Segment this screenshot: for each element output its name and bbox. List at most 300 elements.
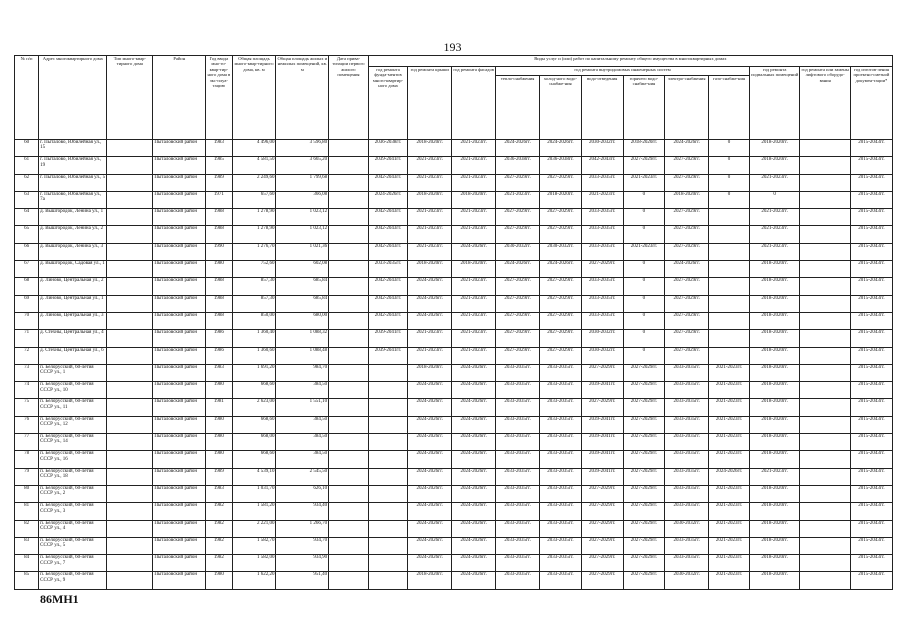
table-row	[15, 347, 893, 364]
privatization-cell	[329, 174, 369, 191]
cold-water-year-cell: 2033-2035гг.	[540, 468, 582, 485]
address-cell: г. Пыталово, Юбилейная ул., 7а	[39, 191, 107, 208]
sewer-year-cell: 2027-2029гг.	[581, 261, 623, 278]
total-area-cell: 1 582,00	[232, 555, 276, 572]
gas-year-cell: 2021-2023гг.	[709, 572, 750, 589]
header-hot-water: горячего водо-снабже-ния	[623, 76, 665, 140]
heating-year-cell: 2027-2029гг.	[496, 226, 540, 243]
cold-water-year-cell: 2033-2035гг.	[540, 537, 582, 554]
total-area-cell: 4 581,50	[232, 157, 276, 174]
type-cell	[107, 347, 153, 364]
privatization-cell	[329, 226, 369, 243]
electricity-year-cell: 2027-2029гг.	[665, 347, 709, 364]
cold-water-year-cell: 2027-2029гг.	[540, 174, 582, 191]
roof-year-cell: 2021-2023гг.	[408, 174, 452, 191]
gas-year-cell	[709, 278, 750, 295]
foundation-year-cell: 2042-2043гг.	[368, 243, 408, 260]
header-address: Адрес многоквартирного дома	[39, 56, 107, 140]
sewer-year-cell: 2027-2029гг.	[581, 555, 623, 572]
elevator-year-cell	[800, 157, 851, 174]
hot-water-year-cell: 2027-2029гг.	[623, 399, 665, 416]
living-area-cell: 1 799,68	[276, 174, 329, 191]
design-docs-year-cell: 2015-2043гг.	[850, 485, 892, 502]
privatization-cell	[329, 434, 369, 451]
table-row	[15, 537, 893, 554]
living-area-cell: 951,40	[276, 572, 329, 589]
elevator-year-cell	[800, 243, 851, 260]
header-year-built: Год ввода мно-го-квар-тир-ного дома в экс-плуа-тацию	[206, 56, 232, 140]
roof-year-cell: 2018-2020гг.	[408, 364, 452, 381]
gas-year-cell: 2021-2023гг.	[709, 364, 750, 381]
address-cell: п. Белорусский, 60-летия СССР ул., 10	[39, 382, 107, 399]
cold-water-year-cell: 2033-2035гг.	[540, 485, 582, 502]
facade-year-cell: 2018-2020гг.	[452, 261, 496, 278]
elevator-year-cell	[800, 174, 851, 191]
sewer-year-cell: 2027-2029гг.	[581, 485, 623, 502]
facade-year-cell: 2024-2026гг.	[452, 572, 496, 589]
privatization-cell	[329, 572, 369, 589]
address-cell: п. Белорусский, 60-летия СССР ул., 12	[39, 416, 107, 433]
hot-water-year-cell: 2027-2029гг.	[623, 157, 665, 174]
living-area-cell: 680,00	[276, 312, 329, 329]
cold-water-year-cell: 2027-2029гг.	[540, 295, 582, 312]
basement-year-cell: 2021-2023гг.	[749, 468, 800, 485]
total-area-cell: 668,00	[232, 434, 276, 451]
living-area-cell: 1 023,12	[276, 226, 329, 243]
cold-water-year-cell: 2033-2035гг.	[540, 399, 582, 416]
address-cell: п. Белорусский, 60-летия СССР ул., 2	[39, 485, 107, 502]
year-built-cell: 1986	[206, 330, 232, 347]
address-cell: п. Белорусский, 60-летия СССР ул., 16	[39, 451, 107, 468]
header-gas: газо-снабже-ния	[709, 76, 750, 140]
district-cell: Пыталовский район	[153, 399, 206, 416]
heating-year-cell: 2033-2035гг.	[496, 503, 540, 520]
privatization-cell	[329, 468, 369, 485]
sewer-year-cell: 2027-2029гг.	[581, 520, 623, 537]
address-cell: д. Стехны, Центральная ул., 4	[39, 330, 107, 347]
privatization-cell	[329, 382, 369, 399]
foundation-year-cell	[368, 399, 408, 416]
total-area-cell: 850,00	[232, 312, 276, 329]
header-num: № п/п	[15, 56, 39, 140]
design-docs-year-cell: 2015-2043гг.	[850, 555, 892, 572]
facade-year-cell: 2024-2026гг.	[452, 399, 496, 416]
living-area-cell: 1 023,12	[276, 209, 329, 226]
type-cell	[107, 434, 153, 451]
sewer-year-cell: 2033-2035гг.	[581, 295, 623, 312]
roof-year-cell: 2021-2023гг.	[408, 330, 452, 347]
gas-year-cell	[709, 330, 750, 347]
type-cell	[107, 503, 153, 520]
district-cell: Пыталовский район	[153, 312, 206, 329]
heating-year-cell: 2033-2035гг.	[496, 537, 540, 554]
basement-year-cell: 2018-2020гг.	[749, 520, 800, 537]
roof-year-cell: 2021-2023гг.	[408, 347, 452, 364]
privatization-cell	[329, 295, 369, 312]
elevator-year-cell	[800, 485, 851, 502]
elevator-year-cell	[800, 140, 851, 157]
facade-year-cell: 2021-2023гг.	[452, 330, 496, 347]
row-number: 74	[15, 382, 39, 399]
address-cell: п. Белорусский, 60-летия СССР ул., 4	[39, 520, 107, 537]
facade-year-cell: 2024-2026гг.	[452, 434, 496, 451]
year-built-cell: 1980	[206, 261, 232, 278]
hot-water-year-cell: 2027-2029гг.	[623, 555, 665, 572]
row-number: 76	[15, 416, 39, 433]
hot-water-year-cell: 2027-2029гг.	[623, 451, 665, 468]
foundation-year-cell: 2042-2043гг.	[368, 174, 408, 191]
roof-year-cell: 2021-2023гг.	[408, 226, 452, 243]
roof-year-cell: 2024-2026гг.	[408, 382, 452, 399]
total-area-cell: 4 496,00	[232, 140, 276, 157]
heating-year-cell: 2033-2035гг.	[496, 572, 540, 589]
heating-year-cell: 2027-2029гг.	[496, 347, 540, 364]
heating-year-cell: 2027-2029гг.	[496, 278, 540, 295]
page-number: 193	[443, 40, 462, 54]
hot-water-year-cell: 0	[623, 295, 665, 312]
heating-year-cell: 2033-2035гг.	[496, 399, 540, 416]
foundation-year-cell	[368, 555, 408, 572]
electricity-year-cell: 2027-2029гг.	[665, 295, 709, 312]
basement-year-cell: 2018-2020гг.	[749, 503, 800, 520]
type-cell	[107, 191, 153, 208]
electricity-year-cell: 2030-2032гг.	[665, 572, 709, 589]
design-docs-year-cell: 2015-2043гг.	[850, 520, 892, 537]
type-cell	[107, 485, 153, 502]
foundation-year-cell	[368, 537, 408, 554]
design-docs-year-cell: 2015-2043гг.	[850, 261, 892, 278]
header-roof: год ремонта крыши	[408, 67, 452, 140]
type-cell	[107, 209, 153, 226]
total-area-cell: 2 623,00	[232, 399, 276, 416]
design-docs-year-cell: 2015-2043гг.	[850, 537, 892, 554]
table-row	[15, 520, 893, 537]
elevator-year-cell	[800, 468, 851, 485]
address-cell: п. Белорусский, 60-летия СССР ул., 5	[39, 537, 107, 554]
basement-year-cell: 0	[749, 191, 800, 208]
electricity-year-cell: 2027-2029гг.	[665, 278, 709, 295]
sewer-year-cell: 2033-2035гг.	[581, 243, 623, 260]
foundation-year-cell: 2042-2043гг.	[368, 295, 408, 312]
year-built-cell: 1982	[206, 537, 232, 554]
basement-year-cell: 2018-2020гг.	[749, 364, 800, 381]
roof-year-cell: 2018-2020гг.	[408, 261, 452, 278]
total-area-cell: 857,30	[232, 295, 276, 312]
design-docs-year-cell: 2015-2043гг.	[850, 140, 892, 157]
roof-year-cell: 2018-2020гг.	[408, 140, 452, 157]
roof-year-cell: 2021-2023гг.	[408, 157, 452, 174]
roof-year-cell: 2024-2026гг.	[408, 451, 452, 468]
gas-year-cell: 2021-2023гг.	[709, 451, 750, 468]
address-cell: д. Стехны, Центральная ул., 6	[39, 347, 107, 364]
foundation-year-cell: 2033-2035гг.	[368, 261, 408, 278]
roof-year-cell: 2021-2023гг.	[408, 209, 452, 226]
basement-year-cell: 2018-2020гг.	[749, 347, 800, 364]
living-area-cell: 384,50	[276, 416, 329, 433]
privatization-cell	[329, 191, 369, 208]
row-number: 60	[15, 140, 39, 157]
table-row	[15, 261, 893, 278]
hot-water-year-cell: 2027-2029гг.	[623, 537, 665, 554]
row-number: 67	[15, 261, 39, 278]
heating-year-cell: 2033-2035гг.	[496, 468, 540, 485]
hot-water-year-cell: 2027-2029гг.	[623, 468, 665, 485]
row-number: 72	[15, 347, 39, 364]
hot-water-year-cell: 0	[623, 278, 665, 295]
hot-water-year-cell: 0	[623, 330, 665, 347]
district-cell: Пыталовский район	[153, 243, 206, 260]
table-row	[15, 382, 893, 399]
hot-water-year-cell: 2027-2029гг.	[623, 572, 665, 589]
gas-year-cell: 2021-2023гг.	[709, 485, 750, 502]
gas-year-cell: 2021-2023гг.	[709, 503, 750, 520]
facade-year-cell: 2024-2026гг.	[452, 416, 496, 433]
district-cell: Пыталовский район	[153, 295, 206, 312]
year-built-cell: 1980	[206, 451, 232, 468]
district-cell: Пыталовский район	[153, 468, 206, 485]
electricity-year-cell: 2033-2035гг.	[665, 485, 709, 502]
living-area-cell: 1 551,10	[276, 399, 329, 416]
heating-year-cell: 2027-2029гг.	[496, 209, 540, 226]
foundation-year-cell	[368, 503, 408, 520]
foundation-year-cell: 2042-2043гг.	[368, 209, 408, 226]
electricity-year-cell: 2033-2035гг.	[665, 555, 709, 572]
table-row	[15, 157, 893, 174]
address-cell: д. Вышгородок, Ленина ул., 3	[39, 243, 107, 260]
elevator-year-cell	[800, 226, 851, 243]
facade-year-cell: 2024-2026гг.	[452, 364, 496, 381]
basement-year-cell: 2018-2020гг.	[749, 434, 800, 451]
basement-year-cell: 2018-2020гг.	[749, 451, 800, 468]
electricity-year-cell: 2033-2035гг.	[665, 468, 709, 485]
address-cell: п. Белорусский, 60-летия СССР ул., 1	[39, 364, 107, 381]
elevator-year-cell	[800, 434, 851, 451]
elevator-year-cell	[800, 382, 851, 399]
facade-year-cell: 2024-2026гг.	[452, 382, 496, 399]
year-built-cell: 1988	[206, 278, 232, 295]
roof-year-cell: 2024-2026гг.	[408, 295, 452, 312]
cold-water-year-cell: 2033-2035гг.	[540, 451, 582, 468]
row-number: 77	[15, 434, 39, 451]
design-docs-year-cell: 2015-2043гг.	[850, 295, 892, 312]
district-cell: Пыталовский район	[153, 520, 206, 537]
cold-water-year-cell: 2030-2032гг.	[540, 243, 582, 260]
elevator-year-cell	[800, 347, 851, 364]
district-cell: Пыталовский район	[153, 537, 206, 554]
type-cell	[107, 226, 153, 243]
heating-year-cell: 2033-2035гг.	[496, 451, 540, 468]
basement-year-cell: 2018-2020гг.	[749, 312, 800, 329]
living-area-cell: 1 021,36	[276, 243, 329, 260]
roof-year-cell: 2024-2026гг.	[408, 434, 452, 451]
address-cell: п. Белорусский, 60-летия СССР ул., 3	[39, 503, 107, 520]
year-built-cell: 1986	[206, 347, 232, 364]
address-cell: г. Пыталово, Юбилейная ул., 19	[39, 157, 107, 174]
living-area-cell: 384,50	[276, 434, 329, 451]
year-built-cell: 1989	[206, 468, 232, 485]
total-area-cell: 1 581,20	[232, 503, 276, 520]
district-cell: Пыталовский район	[153, 485, 206, 502]
roof-year-cell: 2024-2026гг.	[408, 555, 452, 572]
type-cell	[107, 399, 153, 416]
year-built-cell: 1980	[206, 434, 232, 451]
row-number: 62	[15, 174, 39, 191]
living-area-cell: 602,08	[276, 261, 329, 278]
district-cell: Пыталовский район	[153, 157, 206, 174]
privatization-cell	[329, 364, 369, 381]
roof-year-cell: 2024-2026гг.	[408, 312, 452, 329]
electricity-year-cell: 2033-2035гг.	[665, 364, 709, 381]
sewer-year-cell: 2033-2035гг.	[581, 209, 623, 226]
design-docs-year-cell: 2015-2043гг.	[850, 434, 892, 451]
hot-water-year-cell: 0	[623, 226, 665, 243]
row-number: 65	[15, 226, 39, 243]
privatization-cell	[329, 399, 369, 416]
year-built-cell: 1983	[206, 364, 232, 381]
year-built-cell: 1982	[206, 503, 232, 520]
basement-year-cell: 2018-2020гг.	[749, 140, 800, 157]
table-row	[15, 243, 893, 260]
row-number: 79	[15, 468, 39, 485]
heating-year-cell: 2027-2029гг.	[496, 295, 540, 312]
sewer-year-cell: 2021-2023гг.	[581, 191, 623, 208]
gas-year-cell: 2024-2026гг.	[709, 468, 750, 485]
privatization-cell	[329, 347, 369, 364]
hot-water-year-cell: 2027-2029гг.	[623, 416, 665, 433]
living-area-cell: 1 088,48	[276, 347, 329, 364]
address-cell: д. Линово, Центральная ул., 3	[39, 312, 107, 329]
roof-year-cell: 2024-2026гг.	[408, 537, 452, 554]
row-number: 80	[15, 485, 39, 502]
table-row	[15, 451, 893, 468]
elevator-year-cell	[800, 503, 851, 520]
type-cell	[107, 243, 153, 260]
electricity-year-cell: 2027-2029гг.	[665, 330, 709, 347]
year-built-cell: 1988	[206, 312, 232, 329]
address-cell: д. Вышгородок, Ленина ул., 1	[39, 209, 107, 226]
table-row	[15, 295, 893, 312]
sewer-year-cell: 2033-2035гг.	[581, 174, 623, 191]
total-area-cell: 4 539,10	[232, 468, 276, 485]
cold-water-year-cell: 2027-2029гг.	[540, 347, 582, 364]
cold-water-year-cell: 2033-2035гг.	[540, 416, 582, 433]
cold-water-year-cell: 2033-2035гг.	[540, 572, 582, 589]
privatization-cell	[329, 451, 369, 468]
year-built-cell: 1988	[206, 209, 232, 226]
gas-year-cell: 2021-2023гг.	[709, 382, 750, 399]
row-number: 70	[15, 312, 39, 329]
gas-year-cell: 2021-2023гг.	[709, 520, 750, 537]
gas-year-cell	[709, 261, 750, 278]
total-area-cell: 1 031,70	[232, 485, 276, 502]
privatization-cell	[329, 278, 369, 295]
address-cell: п. Белорусский, 60-летия СССР ул., 14	[39, 434, 107, 451]
address-cell: г. Пыталово, Юбилейная ул., 5	[39, 174, 107, 191]
type-cell	[107, 520, 153, 537]
gas-year-cell	[709, 312, 750, 329]
electricity-year-cell: 2027-2029гг.	[665, 157, 709, 174]
table-header	[15, 56, 893, 140]
basement-year-cell: 2018-2020гг.	[749, 416, 800, 433]
roof-year-cell: 2021-2023гг.	[408, 243, 452, 260]
sewer-year-cell: 2027-2029гг.	[581, 503, 623, 520]
gas-year-cell: 2021-2023гг.	[709, 434, 750, 451]
gas-year-cell	[709, 295, 750, 312]
sewer-year-cell: 2027-2029гг.	[581, 572, 623, 589]
roof-year-cell: 2018-2020гг.	[408, 572, 452, 589]
year-built-cell: 1980	[206, 572, 232, 589]
gas-year-cell	[709, 209, 750, 226]
heating-year-cell: 2033-2035гг.	[496, 434, 540, 451]
roof-year-cell: 2024-2026гг.	[408, 485, 452, 502]
table-row	[15, 485, 893, 502]
foundation-year-cell: 2039-2041гг.	[368, 347, 408, 364]
table-row	[15, 468, 893, 485]
basement-year-cell: 2018-2020гг.	[749, 537, 800, 554]
design-docs-year-cell: 2015-2043гг.	[850, 416, 892, 433]
design-docs-year-cell: 2015-2043гг.	[850, 503, 892, 520]
cold-water-year-cell: 2027-2029гг.	[540, 226, 582, 243]
total-area-cell: 1 582,70	[232, 537, 276, 554]
year-built-cell: 1982	[206, 520, 232, 537]
total-area-cell: 668,60	[232, 416, 276, 433]
row-number: 73	[15, 364, 39, 381]
district-cell: Пыталовский район	[153, 451, 206, 468]
table-body	[15, 140, 893, 590]
year-built-cell: 1985	[206, 157, 232, 174]
year-built-cell: 1983	[206, 140, 232, 157]
design-docs-year-cell: 2015-2043гг.	[850, 382, 892, 399]
electricity-year-cell: 2033-2035гг.	[665, 451, 709, 468]
elevator-year-cell	[800, 520, 851, 537]
address-cell: д. Линово, Центральная ул., 1	[39, 295, 107, 312]
district-cell: Пыталовский район	[153, 572, 206, 589]
living-area-cell: 384,50	[276, 451, 329, 468]
cold-water-year-cell: 2024-2026гг.	[540, 140, 582, 157]
row-number: 75	[15, 399, 39, 416]
header-works-group: Виды услуг и (или) работ по капитальному ремонту общего имущества в многоквартирных домах	[368, 56, 892, 67]
table-row	[15, 434, 893, 451]
cold-water-year-cell: 2018-2020гг.	[540, 191, 582, 208]
facade-year-cell: 2021-2023гг.	[452, 209, 496, 226]
type-cell	[107, 416, 153, 433]
design-docs-year-cell: 2015-2043гг.	[850, 243, 892, 260]
electricity-year-cell: 2018-2020гг.	[665, 191, 709, 208]
hot-water-year-cell: 0	[623, 209, 665, 226]
facade-year-cell: 2024-2026гг.	[452, 243, 496, 260]
table-row	[15, 364, 893, 381]
foundation-year-cell: 2024-2026гг.	[368, 191, 408, 208]
living-area-cell: 384,50	[276, 382, 329, 399]
total-area-cell: 1 360,40	[232, 330, 276, 347]
type-cell	[107, 468, 153, 485]
basement-year-cell: 2018-2020гг.	[749, 330, 800, 347]
hot-water-year-cell: 0	[623, 312, 665, 329]
hot-water-year-cell: 2027-2029гг.	[623, 520, 665, 537]
privatization-cell	[329, 209, 369, 226]
elevator-year-cell	[800, 555, 851, 572]
header-facade: год ремонта фасадов	[452, 67, 496, 140]
gas-year-cell	[709, 226, 750, 243]
privatization-cell	[329, 555, 369, 572]
year-built-cell: 1988	[206, 295, 232, 312]
year-built-cell: 1982	[206, 555, 232, 572]
heating-year-cell: 2027-2029гг.	[496, 312, 540, 329]
row-number: 69	[15, 295, 39, 312]
electricity-year-cell: 2033-2035гг.	[665, 399, 709, 416]
facade-year-cell: 2021-2023гг.	[452, 226, 496, 243]
heating-year-cell: 2027-2029гг.	[496, 330, 540, 347]
